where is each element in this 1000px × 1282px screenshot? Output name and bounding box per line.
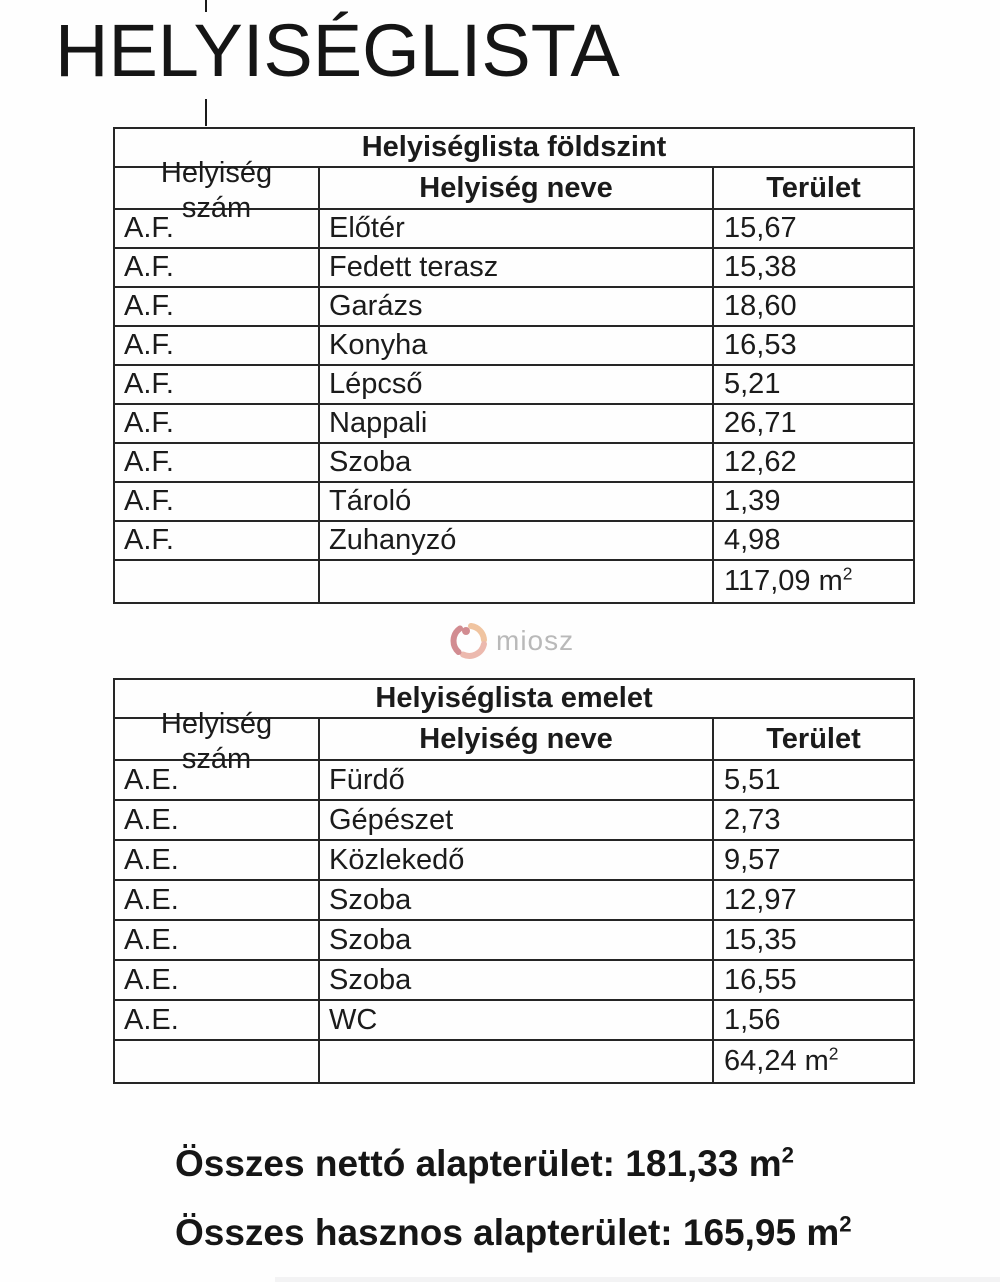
cell-room-area: 2,73 xyxy=(713,800,914,840)
cell-room-number: A.F. xyxy=(114,209,319,248)
cell-room-area: 26,71 xyxy=(713,404,914,443)
summary-net-area xyxy=(175,1143,794,1185)
cell-room-name: Zuhanyzó xyxy=(319,521,713,560)
summary-net-area-text: Összes nettó alapterület: 181,33 m xyxy=(175,1143,782,1184)
cell-room-area: 18,60 xyxy=(713,287,914,326)
cell-room-name: Szoba xyxy=(319,880,713,920)
cell-room-name: Gépészet xyxy=(319,800,713,840)
summary-usable-area-sup: 2 xyxy=(839,1211,852,1237)
cell-room-name: Tároló xyxy=(319,482,713,521)
cell-room-name: Fedett terasz xyxy=(319,248,713,287)
cell-room-name: Lépcső xyxy=(319,365,713,404)
empty-cell xyxy=(319,1040,713,1083)
cell-room-area: 5,21 xyxy=(713,365,914,404)
table-title-row xyxy=(114,128,914,167)
cell-room-area: 12,62 xyxy=(713,443,914,482)
cell-room-number: A.F. xyxy=(114,443,319,482)
table-row xyxy=(114,1000,914,1040)
column-header-area: Terület xyxy=(713,167,914,209)
table-ground-floor xyxy=(113,127,913,604)
column-header-room-name: Helyiség neve xyxy=(319,167,713,209)
cell-room-name: Előtér xyxy=(319,209,713,248)
cell-room-number: A.E. xyxy=(114,800,319,840)
cell-room-area: 4,98 xyxy=(713,521,914,560)
miosz-logo-icon xyxy=(449,621,489,661)
empty-cell xyxy=(114,560,319,603)
cell-room-area: 5,51 xyxy=(713,760,914,800)
table-total-row xyxy=(114,1040,914,1083)
cell-total-area xyxy=(713,1040,914,1083)
cell-room-number: A.F. xyxy=(114,521,319,560)
cell-room-area: 1,39 xyxy=(713,482,914,521)
total-area-sup: 2 xyxy=(828,1043,839,1064)
table-row xyxy=(114,443,914,482)
cell-room-name: Közlekedő xyxy=(319,840,713,880)
total-area-value: 64,24 m xyxy=(724,1045,829,1077)
cell-room-number: A.F. xyxy=(114,482,319,521)
cell-room-number: A.F. xyxy=(114,365,319,404)
empty-cell xyxy=(319,560,713,603)
table-row xyxy=(114,248,914,287)
table-row xyxy=(114,404,914,443)
table-header-row xyxy=(114,718,914,760)
table-row xyxy=(114,840,914,880)
cell-room-number: A.F. xyxy=(114,248,319,287)
total-area-sup: 2 xyxy=(842,563,853,584)
cell-room-name: Szoba xyxy=(319,920,713,960)
empty-cell xyxy=(114,1040,319,1083)
cell-room-number: A.E. xyxy=(114,920,319,960)
cell-room-name: Fürdő xyxy=(319,760,713,800)
cell-room-name: Garázs xyxy=(319,287,713,326)
table-row xyxy=(114,326,914,365)
room-number-header-cell xyxy=(114,167,319,209)
watermark-text: miosz xyxy=(496,625,575,656)
table-row xyxy=(114,482,914,521)
summary-usable-area-text: Összes hasznos alapterület: 165,95 m xyxy=(175,1212,840,1253)
cell-room-area: 15,35 xyxy=(713,920,914,960)
cell-room-area: 9,57 xyxy=(713,840,914,880)
cell-room-name: Konyha xyxy=(319,326,713,365)
room-number-header-line1: Helyiség xyxy=(160,157,273,189)
table-total-row xyxy=(114,560,914,603)
room-number-header-line2: szám xyxy=(181,743,252,775)
cell-room-area: 16,55 xyxy=(713,960,914,1000)
cell-room-number: A.F. xyxy=(114,287,319,326)
room-number-header-line2: szám xyxy=(181,192,252,224)
table-row xyxy=(114,760,914,800)
cell-room-number: A.F. xyxy=(114,404,319,443)
room-number-header-line1: Helyiség xyxy=(160,708,273,740)
cell-room-area: 16,53 xyxy=(713,326,914,365)
cell-room-name: Nappali xyxy=(319,404,713,443)
table-title: Helyiséglista emelet xyxy=(114,679,914,718)
bottom-edge-strip xyxy=(275,1277,1000,1282)
table-title-row xyxy=(114,679,914,718)
cell-room-number: A.E. xyxy=(114,880,319,920)
table-row xyxy=(114,800,914,840)
total-area-value: 117,09 m xyxy=(724,565,843,597)
cell-total-area xyxy=(713,560,914,603)
table-upper-floor xyxy=(113,678,913,1084)
table-title: Helyiséglista földszint xyxy=(114,128,914,167)
cell-room-area: 15,67 xyxy=(713,209,914,248)
room-number-header-cell xyxy=(114,718,319,760)
table-header-row xyxy=(114,167,914,209)
cell-room-area: 1,56 xyxy=(713,1000,914,1040)
cell-room-area: 15,38 xyxy=(713,248,914,287)
table-row xyxy=(114,521,914,560)
page-title: HELYISÉGLISTA xyxy=(55,9,620,92)
cell-room-name: WC xyxy=(319,1000,713,1040)
cell-room-name: Szoba xyxy=(319,960,713,1000)
table-row xyxy=(114,960,914,1000)
cell-room-name: Szoba xyxy=(319,443,713,482)
cell-room-number: A.F. xyxy=(114,326,319,365)
table-row xyxy=(114,920,914,960)
summary-net-area-sup: 2 xyxy=(781,1142,794,1168)
column-header-room-name: Helyiség neve xyxy=(319,718,713,760)
cell-room-number: A.E. xyxy=(114,960,319,1000)
cad-tick-mark-upper xyxy=(205,99,207,126)
table-row xyxy=(114,365,914,404)
cell-room-number: A.E. xyxy=(114,840,319,880)
cell-room-area: 12,97 xyxy=(713,880,914,920)
watermark xyxy=(449,621,574,661)
table-row xyxy=(114,287,914,326)
table-row xyxy=(114,880,914,920)
cell-room-number: A.E. xyxy=(114,760,319,800)
summary-usable-area xyxy=(175,1212,852,1254)
column-header-area: Terület xyxy=(713,718,914,760)
cell-room-number: A.E. xyxy=(114,1000,319,1040)
table-row xyxy=(114,209,914,248)
